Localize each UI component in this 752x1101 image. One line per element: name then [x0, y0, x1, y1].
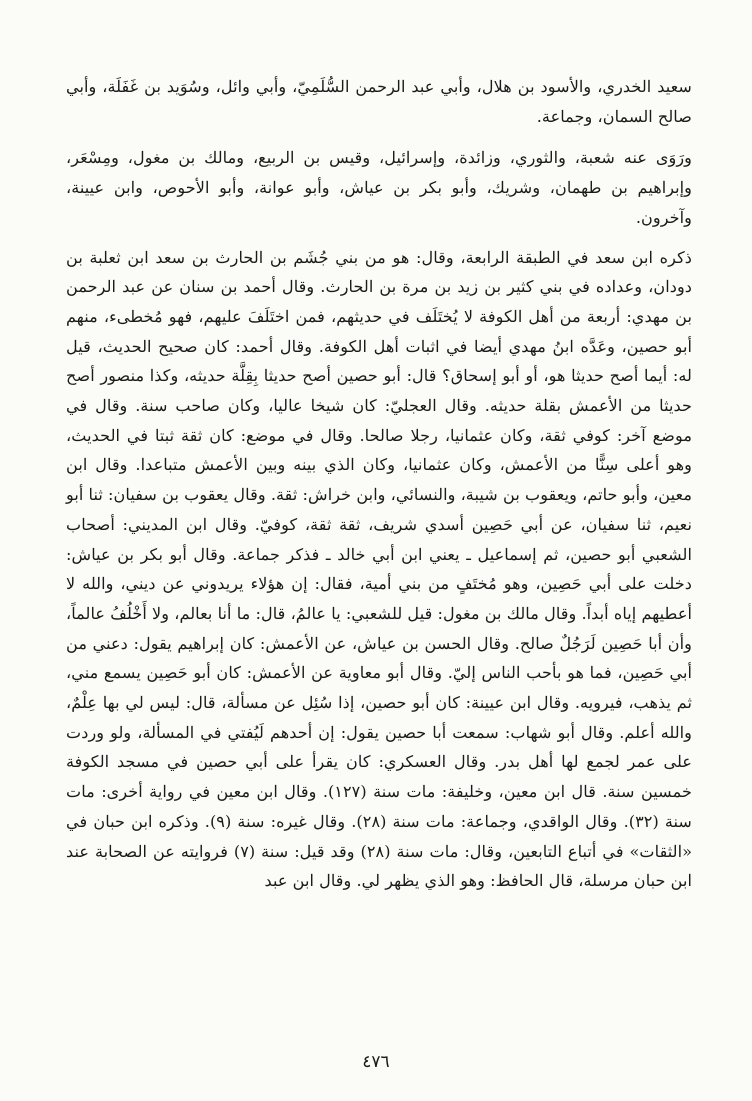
paragraph-biography: ذكره ابن سعد في الطبقة الرابعة، وقال: هو من بني جُشَم بن الحارث بن سعد ابن ثعلبة بن دودان، وعداده في بني كثير بن زيد بن مرة بن الحارث. وقال أحمد بن سنان عن عبد الرحمن بن مهدي: أربعة من أهل الكوفة لا يُختَلَف في حديثهم، فمن اختَلَفَ عليهم، فهو مُخطىء، منهم أبو حصين، وعَدَّه ابنُ مهدي أيضا في اثبات أهل الكوفة. وقال أحمد: كان صحيح الحديث، قيل له: أيما أصح حديثا هو، أو أبو إسحاق؟ قال: أبو حصين أصح حديثا بِقِلَّة حديثه، وكذا منصور أصح حديثا من الأعمش بقلة حديثه. وقال العجليّ: كان شيخا عاليا، وكان صاحب سنة. وقال في موضع آخر: كوفي ثقة، وكان عثمانيا، رجلا صالحا. وقال في موضع: كان ثقة ثبتا في الحديث، وهو أعلى سِنًّا من الأعمش، وكان عثمانيا، وكان الذي بينه وبين الأعمش متباعدا. وقال ابن معين، وأبو حاتم، ويعقوب بن شيبة، والنسائي، وابن خراش: ثقة. وقال يعقوب بن سفيان: ثنا أبو نعيم، ثنا سفيان، عن أبي حَصِين أسدي شريف، ثقة ثقة، كوفيّ. وقال ابن المديني: أصحاب الشعبي أبو حصين، ثم إسماعيل ـ يعني ابن أبي خالد ـ فذكر جماعة. وقال أبو بكر بن عياش: دخلت على أبي حَصِين، وهو مُختَفٍ من بني أمية، فقال: إن هؤلاء يريدوني عن ديني، والله لا أعطيهم إياه أبداً. وقال مالك بن مغول: قيل للشعبي: يا عالمُ، قال: ما أنا بعالم، ولا أَخْلُفُ عالماً، وأن أبا حَصِين لَرَجُلٌ صالح. وقال الحسن بن عياش، عن الأعمش: كان إبراهيم يقول: دعني من أبي حَصِين، فما هو بأحب الناس إليّ. وقال أبو معاوية عن الأعمش: كان أبو حَصِين يسمع مني، ثم يذهب، فيرويه. وقال ابن عيينة: كان أبو حصين، إذا سُئِل عن مسألة، قال: ليس لي بها عِلْمٌ، والله أعلم. وقال أبو شهاب: سمعت أبا حصين يقول: إن أحدهم لَيُفتي في المسألة، ولو وردت على عمر لجمع لها أهل بدر. وقال العسكري: كان يقرأ على أبي حصين في مسجد الكوفة خمسين سنة. قال ابن معين، وخليفة: مات سنة (١٢٧). وقال ابن معين في رواية أخرى: مات سنة (٣٢). وقال الواقدي، وجماعة: مات سنة (٢٨). وقال غيره: سنة (٩). وذكره ابن حبان في «الثقات» في أتباع التابعين، وقال: مات سنة (٢٨) وقد قيل: سنة (٧) فروايته عن الصحابة عند ابن حبان مرسلة، قال الحافظ: وهو الذي يظهر لي. وقال ابن عبد [66, 247, 692, 891]
page-number: ٤٧٦ [362, 1052, 390, 1072]
paragraph-teachers: سعيد الخدري، والأسود بن هلال، وأبي عبد الرحمن السُّلَمِيّ، وأبي وائل، وسُوَيد بن غَفَلَة، وأبي صالح السمان، وجماعة. [66, 77, 692, 126]
paragraph-students: ورَوَى عنه شعبة، والثوري، وزائدة، وإسرائيل، وقيس بن الربيع، ومالك بن مغول، ومِسْعَر، وإبراهيم بن طهمان، وشريك، وأبو بكر بن عياش، وأبو عوانة، وأبو الأحوص، وابن عيينة، وآخرون. [66, 148, 692, 227]
